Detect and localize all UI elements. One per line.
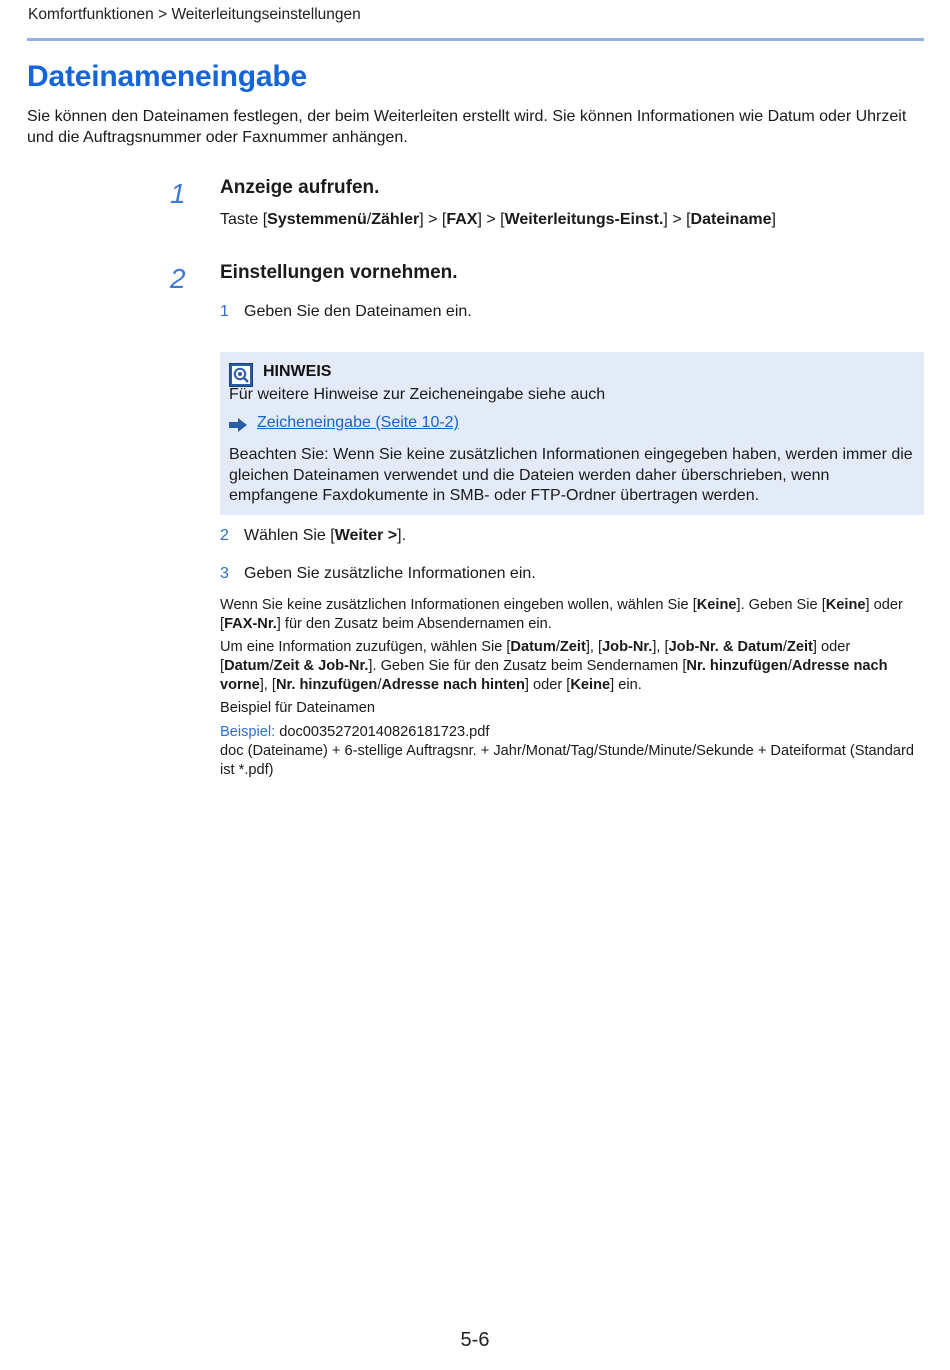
step-heading-2: Einstellungen vornehmen. [220, 262, 458, 283]
menu-path: Taste [Systemmenü/Zähler] > [FAX] > [Weiterleitungs-Einst.] > [Dateiname] [220, 211, 776, 228]
reference-link[interactable]: Zeicheneingabe (Seite 10-2) [257, 414, 459, 431]
note-paragraph: Beachten Sie: Wenn Sie keine zusätzlichen Informationen eingegeben haben, werden immer die gleichen Dateinamen verwendet und die Dateien werden daher überschrieben, wenn empfangene Faxdokumente in SMB- oder FTP-Ordner übertragen werden. [229, 446, 913, 504]
substep-3: 3 Geben Sie zusätzliche Informationen ein. [220, 565, 536, 582]
page-number: 5-6 [460, 1329, 490, 1351]
note-box [220, 352, 924, 515]
detail-paragraph-2: Um eine Information zuzufügen, wählen Sie [Datum/Zeit], [Job-Nr.], [Job-Nr. & Datum/Zeit] oder [Datum/Zeit & Job-Nr.]. Geben Sie für den Zusatz beim Sendernamen [Nr. hinzufügen/Adresse nach vorne], [Nr. hinzufügen/Adresse nach hinten] oder [Keine] ein. [220, 639, 888, 693]
intro-text: Sie können den Dateinamen festlegen, der beim Weiterleiten erstellt wird. Sie können Informationen wie Datum oder Uhrzeit und die Auftragsnummer oder Faxnummer anhängen. [27, 108, 907, 146]
note-title: HINWEIS [263, 363, 332, 380]
example-heading: Beispiel für Dateinamen [220, 700, 375, 716]
breadcrumb: Komfortfunktionen > Weiterleitungseinstellungen [28, 6, 361, 23]
page-title: Dateinameneingabe [27, 60, 308, 93]
detail-paragraph-1: Wenn Sie keine zusätzlichen Informationen eingeben wollen, wählen Sie [Keine]. Geben Sie [Keine] oder [FAX-Nr.] für den Zusatz beim Absendernamen ein. [220, 597, 903, 632]
step-heading-1: Anzeige aufrufen. [220, 177, 380, 198]
step-number-2: 2 [170, 263, 186, 294]
example-line: Beispiel: doc00352720140826181723.pdf [220, 724, 490, 740]
step-number-1: 1 [170, 178, 186, 209]
substep-1: 1 Geben Sie den Dateinamen ein. [220, 303, 472, 320]
example-label: Beispiel: [220, 724, 276, 740]
arrow-right-icon [229, 418, 247, 432]
example-explanation: doc (Dateiname) + 6-stellige Auftragsnr. + Jahr/Monat/Tag/Stunde/Minute/Sekunde + Dateiformat (Standard ist *.pdf) [220, 743, 914, 778]
substep-2: 2 Wählen Sie [Weiter >]. [220, 527, 407, 544]
note-text: Für weitere Hinweise zur Zeicheneingabe siehe auch [229, 386, 606, 403]
header-rule [27, 38, 924, 41]
hint-icon [229, 363, 253, 387]
